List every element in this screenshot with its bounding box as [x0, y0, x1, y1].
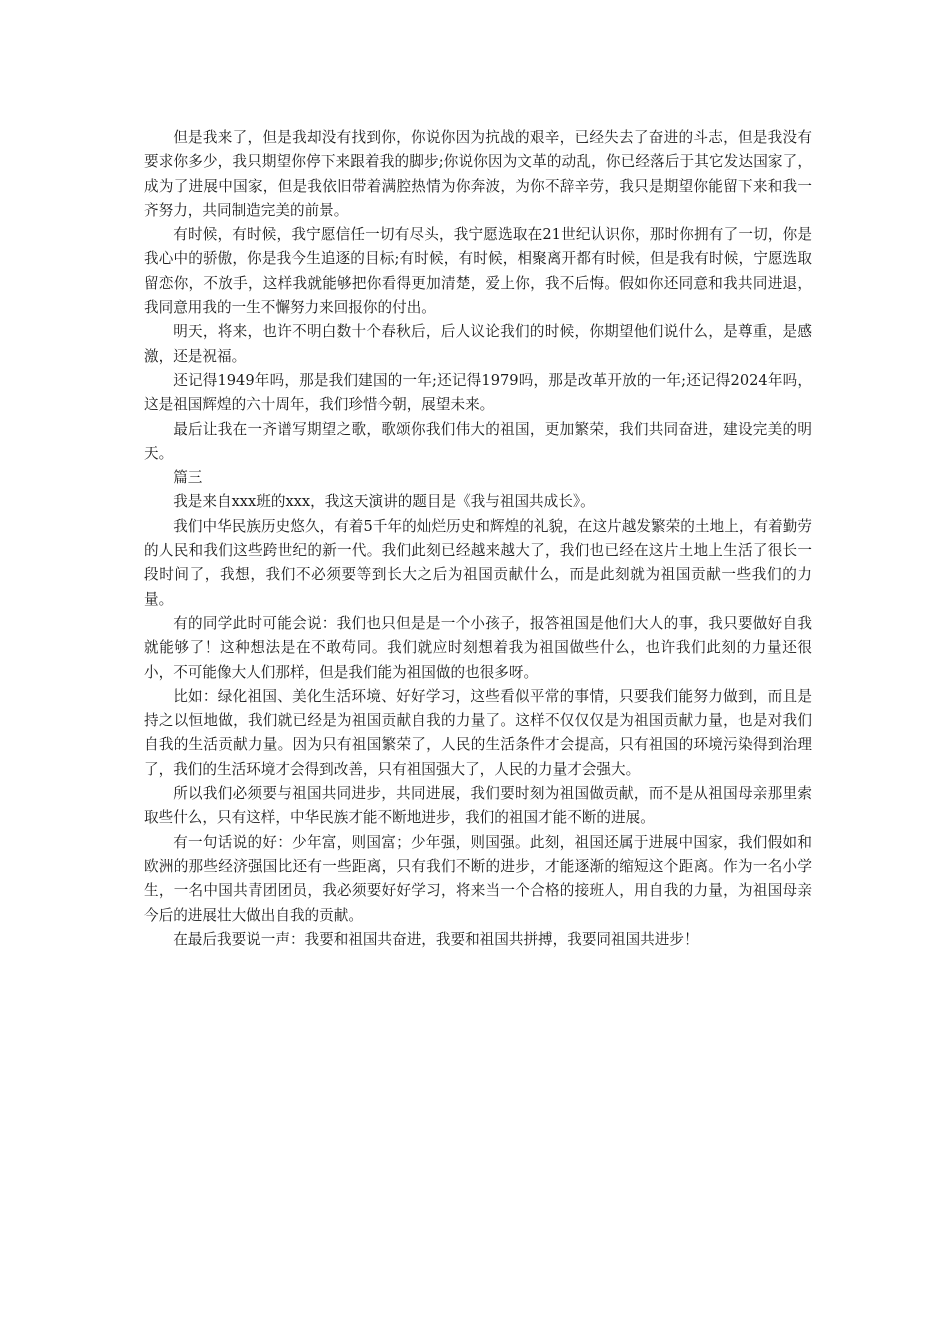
paragraph-12: 有一句话说的好：少年富，则国富；少年强，则国强。此刻，祖国还属于进展中国家，我们假如和欧洲的那些经济强国比还有一些距离，只有我们不断的进步，才能逐渐的缩短这个距离。作为一名小学生，一名中国共青团团员，我必须要好好学习，将来当一个合格的接班人，用自我的力量，为祖国母亲今后的进展壮大做出自我的贡献。: [144, 833, 812, 924]
paragraph-7: 我是来自xxx班的xxx，我这天演讲的题目是《我与祖国共成长》。: [173, 493, 595, 511]
paragraph-13: 在最后我要说一声：我要和祖国共奋进，我要和祖国共拼搏，我要同祖国共进步！: [173, 930, 699, 948]
paragraph-4: 还记得1949年吗，那是我们建国的一年;还记得1979吗，那是改革开放的一年;还记得2024年吗，这是祖国辉煌的六十周年，我们珍惜今朝，展望未来。: [144, 371, 812, 414]
paragraph-2: 有时候，有时候，我宁愿信任一切有尽头，我宁愿选取在21世纪认识你，那时你拥有了一切，你是我心中的骄傲，你是我今生追逐的目标;有时候，有时候，相聚离开都有时候，但是我有时候，宁愿选取留恋你，不放手，这样我就能够把你看得更加清楚，爱上你，我不后悔。假如你还同意和我共同进退，我同意用我的一生不懈努力来回报你的付出。: [144, 226, 812, 317]
paragraph-9: 有的同学此时可能会说：我们也只但是是一个小孩子，报答祖国是他们大人的事，我只要做好自我就能够了！这种想法是在不敢苟同。我们就应时刻想着我为祖国做些什么，也许我们此刻的力量还很小，不可能像大人们那样，但是我们能为祖国做的也很多呀。: [144, 614, 812, 681]
paragraph-10: 比如：绿化祖国、美化生活环境、好好学习，这些看似平常的事情，只要我们能努力做到，而且是持之以恒地做，我们就已经是为祖国贡献自我的力量了。这样不仅仅仅是为祖国贡献力量，也是对我们自我的生活贡献力量。因为只有祖国繁荣了，人民的生活条件才会提高，只有祖国的环境污染得到治理了，我们的生活环境才会得到改善，只有祖国强大了，人民的力量才会强大。: [144, 687, 812, 778]
paragraph-5: 最后让我在一齐谱写期望之歌，歌颂你我们伟大的祖国，更加繁荣，我们共同奋进，建设完美的明天。: [144, 420, 812, 462]
document-body: [144, 126, 812, 952]
section-heading: 篇三: [173, 469, 203, 487]
paragraph-11: 所以我们必须要与祖国共同进步，共同进展，我们要时刻为祖国做贡献，而不是从祖国母亲那里索取些什么，只有这样，中华民族才能不断地进步，我们的祖国才能不断的进展。: [144, 785, 812, 827]
paragraph-8: 我们中华民族历史悠久，有着5千年的灿烂历史和辉煌的礼貌，在这片越发繁荣的土地上，有着勤劳的人民和我们这些跨世纪的新一代。我们此刻已经越来越大了，我们也已经在这片土地上生活了很长一段时间了，我想，我们不必须要等到长大之后为祖国贡献什么，而是此刻就为祖国贡献一些我们的力量。: [144, 517, 812, 608]
paragraph-3: 明天，将来，也许不明白数十个春秋后，后人议论我们的时候，你期望他们说什么，是尊重，是感激，还是祝福。: [144, 323, 812, 365]
paragraph-1: 但是我来了，但是我却没有找到你，你说你因为抗战的艰辛，已经失去了奋进的斗志，但是我没有要求你多少，我只期望你停下来跟着我的脚步;你说你因为文革的动乱，你已经落后于其它发达国家了，成为了进展中国家，但是我依旧带着满腔热情为你奔波，为你不辞辛劳，我只是期望你能留下来和我一齐努力，共同制造完美的前景。: [144, 129, 812, 219]
